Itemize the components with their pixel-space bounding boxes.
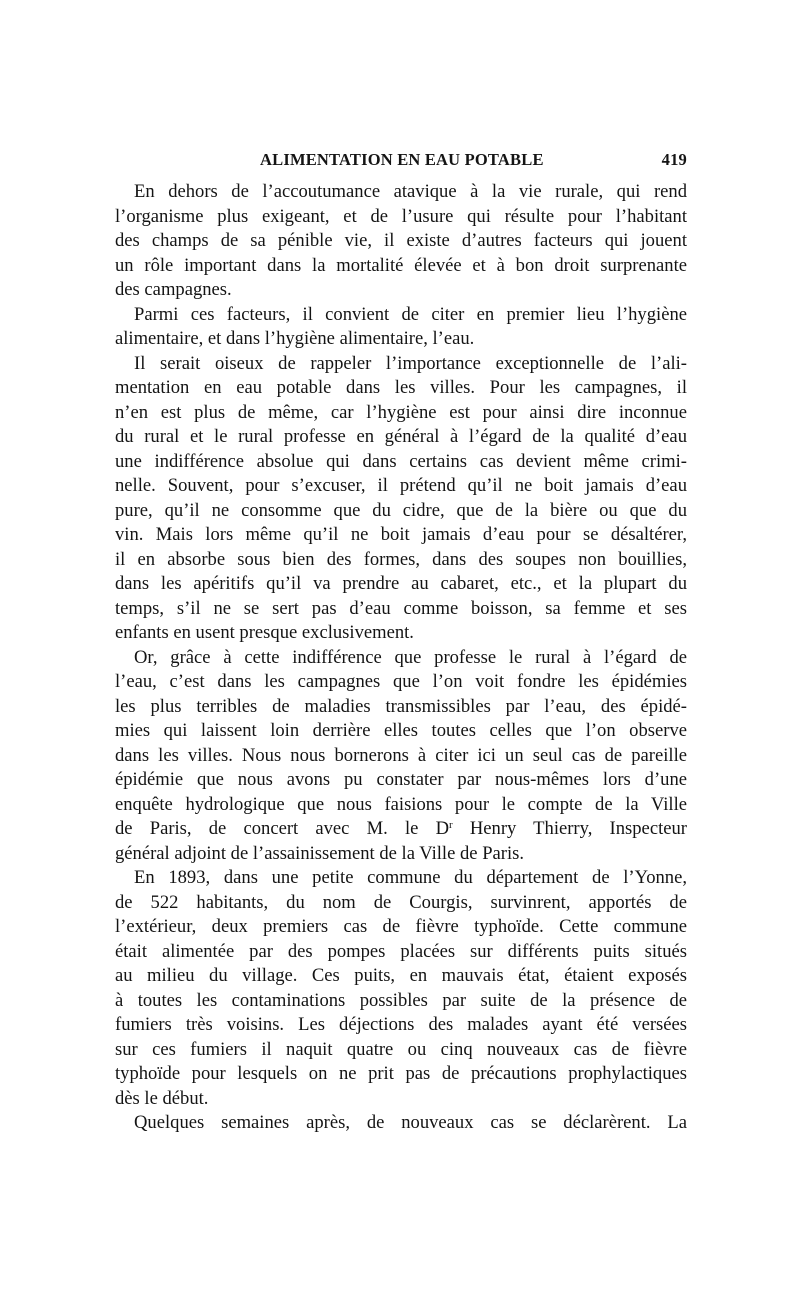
superscript-r: r [449,819,453,831]
paragraph [115,1111,687,1136]
text-line-start: de Paris, de concert avec M. le D [115,818,449,839]
text-line: En dehors de l’accoutumance atavique à la vie rurale, qui rend [134,181,687,202]
text-line: épidémie que nous avons pu constater par nous-mêmes lors d’une [115,769,687,790]
paragraph [115,866,687,1111]
text-line: à toutes les contaminations possibles par suite de la présence de [115,989,687,1011]
running-title: ALIMENTATION EN EAU POTABLE [260,150,544,169]
paragraph [115,303,687,352]
text-line: de 522 habitants, du nom de Courgis, survinrent, apportés de [115,891,687,913]
text-line: alimentaire, et dans l’hygiène alimentaire, l’eau. [115,328,475,349]
text-line: dans les apéritifs qu’il va prendre au cabaret, etc., et la plupart du [115,573,687,594]
text-line: du rural et le rural professe en général à l’égard de la qualité d’eau [115,426,687,447]
text-line: En 1893, dans une petite commune du département de l’Yonne, [134,867,687,888]
page-number: 419 [661,150,687,169]
text-line: Quelques semaines après, de nouveaux cas se déclarèrent. La [134,1112,687,1133]
text-line [115,817,687,842]
text-line: Il serait oiseux de rappeler l’importance exceptionnelle de l’ali- [134,352,687,374]
text-line: pure, qu’il ne consomme que du cidre, que de la bière ou que du [115,499,687,521]
text-line: une indifférence absolue qui dans certains cas devient même crimi- [115,450,687,472]
text-line-end: Henry Thierry, Inspecteur [452,818,687,839]
page-header [115,150,687,174]
text-line: mies qui laissent loin derrière elles toutes celles que l’on observe [115,720,687,741]
text-line: Or, grâce à cette indifférence que professe le rural à l’égard de [134,646,687,668]
text-line: mentation en eau potable dans les villes. Pour les campagnes, il [115,377,687,398]
paragraph [115,180,687,303]
text-line: l’organisme plus exigeant, et de l’usure qui résulte pour l’habitant [115,205,687,227]
text-line: général adjoint de l’assainissement de la Ville de Paris. [115,842,525,864]
text-line: sur ces fumiers il naquit quatre ou cinq nouveaux cas de fièvre [115,1038,687,1060]
text-line: enfants en usent presque exclusivement. [115,622,414,643]
text-line: un rôle important dans la mortalité élevée et à bon droit surprenante [115,254,687,276]
text-line: n’en est plus de même, car l’hygiène est pour ainsi dire inconnue [115,401,687,423]
text-line: Parmi ces facteurs, il convient de citer en premier lieu l’hygiène [134,303,687,325]
text-line: était alimentée par des pompes placées sur différents puits situés [115,940,687,962]
text-line: l’eau, c’est dans les campagnes que l’on voit fondre les épidémies [115,671,687,692]
text-line: l’extérieur, deux premiers cas de fièvre typhoïde. Cette commune [115,916,687,937]
text-line: dès le début. [115,1087,209,1109]
text-line: dans les villes. Nous nous bornerons à citer ici un seul cas de pareille [115,744,687,766]
text-line: il en absorbe sous bien des formes, dans des soupes non bouillies, [115,548,687,570]
text-line: enquête hydrologique que nous faisions pour le compte de la Ville [115,793,687,815]
text-line: des campagnes. [115,279,232,300]
text-line: des champs de sa pénible vie, il existe d’autres facteurs qui jouent [115,230,687,251]
text-line: vin. Mais lors même qu’il ne boit jamais d’eau pour se désaltérer, [115,524,687,545]
text-line: les plus terribles de maladies transmissibles par l’eau, des épidé- [115,695,687,717]
paragraph [115,646,687,867]
text-line: nelle. Souvent, pour s’excuser, il prétend qu’il ne boit jamais d’eau [115,475,687,496]
paragraph [115,352,687,646]
text-line: typhoïde pour lesquels on ne prit pas de précautions prophylactiques [115,1063,687,1084]
text-line: fumiers très voisins. Les déjections des malades ayant été versées [115,1014,687,1035]
text-line: temps, s’il ne se sert pas d’eau comme boisson, sa femme et ses [115,597,687,619]
text-line: au milieu du village. Ces puits, en mauvais état, étaient exposés [115,965,687,986]
body-text [115,180,687,1136]
